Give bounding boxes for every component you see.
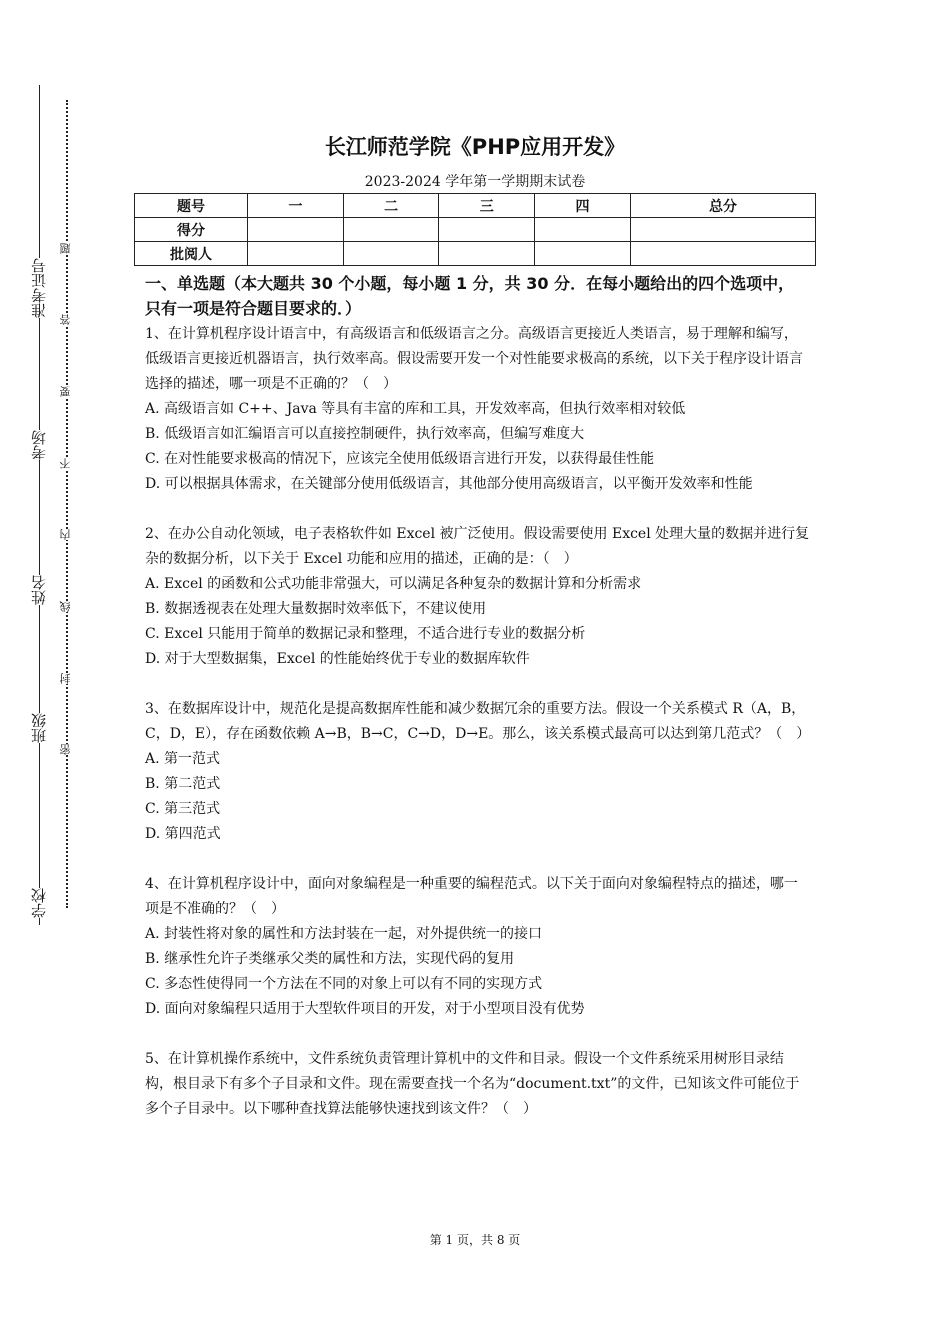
option-b: B. 低级语言如汇编语言可以直接控制硬件，执行效率高，但编写难度大 — [145, 426, 585, 442]
seal-char: 线 — [59, 601, 72, 612]
header-cell: 二 — [343, 194, 439, 218]
score-cell — [630, 218, 815, 242]
option-b: B. 第二范式 — [145, 776, 221, 792]
question-stem: 1、在计算机程序设计语言中，有高级语言和低级语言之分。高级语言更接近人类语言，易于理解和编写，低级语言更接近机器语言，执行效率高。假设需要开发一个对性能要求极高的系统，以下关于程序设计语言选择的描述，哪一项是不正确的？（ ） — [145, 326, 803, 392]
header-cell: 三 — [439, 194, 535, 218]
reviewer-cell — [439, 242, 535, 266]
reviewer-cell — [248, 242, 344, 266]
seal-char: 密 — [59, 744, 72, 755]
seal-dotted-line — [66, 100, 68, 908]
exam-subtitle: 2023-2024 学年第一学期期末试卷 — [364, 174, 586, 190]
question-stem: 5、在计算机操作系统中，文件系统负责管理计算机中的文件和目录。假设一个文件系统采用树形目录结构，根目录下有多个子目录和文件。现在需要查找一个名为“document.txt”的文件，已知该文件可能位于多个子目录中。以下哪种查找算法能够快速找到该文件？（ ） — [145, 1051, 800, 1117]
section-heading: 一、单选题（本大题共 30 个小题，每小题 1 分，共 30 分．在每小题给出的四个选项中，只有一项是符合题目要求的．） — [145, 274, 795, 318]
score-row — [135, 218, 816, 242]
question-3 — [145, 697, 810, 847]
option-c: C. 多态性使得同一个方法在不同的对象上可以有不同的实现方式 — [145, 976, 543, 992]
option-d: D. 面向对象编程只适用于大型软件项目的开发，对于小型项目没有优势 — [145, 1001, 585, 1017]
school-label: 学校 — [25, 888, 53, 918]
option-a: A. Excel 的函数和公式功能非常强大，可以满足各种复杂的数据计算和分析需求 — [145, 576, 642, 592]
score-row-label: 得分 — [135, 218, 248, 242]
question-4 — [145, 872, 810, 1022]
seal-char: 答 — [59, 314, 72, 325]
seal-char: 封 — [59, 673, 72, 684]
header-cell: 题号 — [135, 194, 248, 218]
question-5 — [145, 1047, 810, 1122]
option-a: A. 第一范式 — [145, 751, 221, 767]
score-table-header-row — [135, 194, 816, 218]
class-label: 班级 — [25, 713, 53, 743]
option-c: C. 在对性能要求极高的情况下，应该完全使用低级语言进行开发，以获得最佳性能 — [145, 451, 655, 467]
reviewer-cell — [535, 242, 631, 266]
name-label: 姓名 — [25, 575, 53, 605]
question-2 — [145, 522, 810, 672]
option-a: A. 封装性将对象的属性和方法封装在一起，对外提供统一的接口 — [145, 926, 543, 942]
binding-line — [39, 85, 40, 925]
reviewer-cell — [630, 242, 815, 266]
option-b: B. 继承性允许子类继承父类的属性和方法，实现代码的复用 — [145, 951, 515, 967]
seal-char: 不 — [59, 458, 72, 469]
question-stem: 4、在计算机程序设计中，面向对象编程是一种重要的编程范式。以下关于面向对象编程特点的描述，哪一项是不准确的？（ ） — [145, 876, 798, 917]
exam-number-label: 准考证号 — [25, 258, 53, 318]
seal-char: 要 — [59, 386, 72, 397]
question-list — [145, 322, 810, 1147]
exam-room-label: 考场 — [25, 430, 53, 460]
question-stem: 2、在办公自动化领域，电子表格软件如 Excel 被广泛使用。假设需要使用 Excel 处理大量的数据并进行复杂的数据分析，以下关于 Excel 功能和应用的描述，正确的是：（ ） — [145, 526, 810, 567]
option-d: D. 第四范式 — [145, 826, 221, 842]
reviewer-row — [135, 242, 816, 266]
score-cell — [343, 218, 439, 242]
score-cell — [248, 218, 344, 242]
reviewer-row-label: 批阅人 — [135, 242, 248, 266]
option-b: B. 数据透视表在处理大量数据时效率低下，不建议使用 — [145, 601, 487, 617]
score-table — [134, 193, 816, 266]
seal-char: 内 — [59, 529, 72, 540]
seal-char: 题 — [59, 243, 72, 254]
option-c: C. 第三范式 — [145, 801, 221, 817]
option-c: C. Excel 只能用于简单的数据记录和整理，不适合进行专业的数据分析 — [145, 626, 586, 642]
reviewer-cell — [343, 242, 439, 266]
header-cell: 一 — [248, 194, 344, 218]
header-cell: 总分 — [630, 194, 815, 218]
question-1 — [145, 322, 810, 497]
option-d: D. 对于大型数据集，Excel 的性能始终优于专业的数据库软件 — [145, 651, 530, 667]
score-cell — [439, 218, 535, 242]
page-footer: 第 1 页，共 8 页 — [429, 1233, 521, 1247]
exam-title: 长江师范学院《PHP应用开发》 — [324, 135, 626, 159]
option-d: D. 可以根据具体需求，在关键部分使用低级语言，其他部分使用高级语言，以平衡开发效率和性能 — [145, 476, 753, 492]
header-cell: 四 — [535, 194, 631, 218]
option-a: A. 高级语言如 C++、Java 等具有丰富的库和工具，开发效率高，但执行效率相对较低 — [145, 401, 686, 417]
question-stem: 3、在数据库设计中，规范化是提高数据库性能和减少数据冗余的重要方法。假设一个关系模式 R（A，B，C，D，E），存在函数依赖 A→B，B→C，C→D，D→E。那么，该关系模式最高可以达到第几范式？（ ） — [145, 701, 811, 742]
score-cell — [535, 218, 631, 242]
